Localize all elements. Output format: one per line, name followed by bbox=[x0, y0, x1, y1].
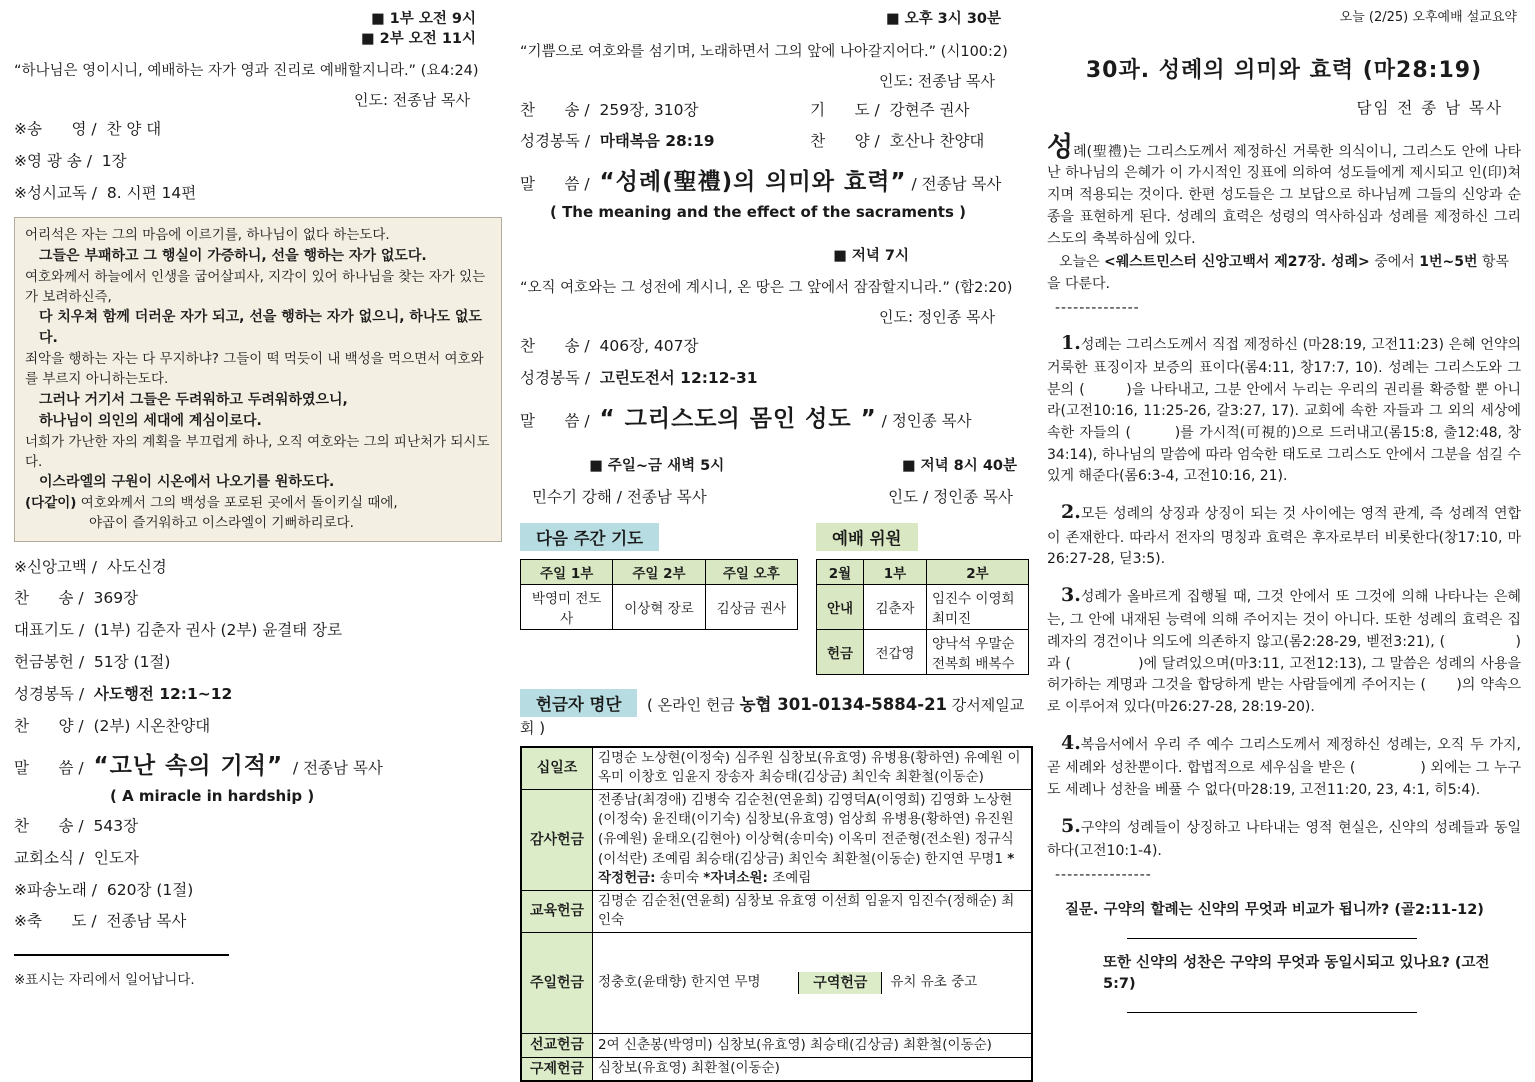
intro-paragraph-2: 오늘은 <웨스트민스터 신앙고백서 제27장. 성례> 중에서 1번~5번 항목을 다룬다. bbox=[1047, 254, 1510, 292]
psalm-14-box bbox=[14, 217, 502, 541]
service-time-2: ■ 2부 오전 11시 bbox=[360, 30, 476, 47]
psalm-line-bold: 그러나 거기서 그들은 두려워하고 두려워하였으니, bbox=[39, 391, 348, 408]
worship-committee-table: 2월 1부 2부 안내 김춘자 임진수 이영희 최미진 헌금 전갑영 양낙석 우말순 전복희 배복수 bbox=[816, 559, 1029, 675]
dawn-service-time: ■ 주일~금 새벽 5시 bbox=[589, 457, 725, 474]
worship-committee-section bbox=[816, 523, 1029, 675]
dash-separator: -------------- bbox=[1055, 299, 1140, 316]
evening-hymn: 찬 송 / 406장, 407장 bbox=[520, 337, 699, 356]
mission-row: 선교헌금 2여 신춘봉(박영미) 심창보(유효영) 최승태(김상금) 최환철(이동순) bbox=[521, 1034, 1032, 1057]
scripture-reference: 마태복음 28:19 bbox=[599, 132, 715, 151]
order-line-offering: 헌금봉헌 / 51장 (1절) bbox=[14, 652, 171, 671]
evening-scripture: 성경봉독 / 고린도전서 12:12-31 bbox=[520, 369, 758, 388]
call-verse: “하나님은 영이시니, 예배하는 자가 영과 진리로 예배할지니라.” (요4:24) bbox=[14, 63, 479, 80]
intro-paragraph: 성례(聖禮)는 그리스도께서 제정하신 거룩한 의식이니, 그리스도 안에 나타난 하나님의 은혜가 이 가시적인 징표에 의하여 성도들에게 제시되고 인(印)쳐지며 적용되는 것이다. 한편 성도들은 그 보답으로 하나님께 그들의 신앙과 순종을 표현하게 된다. 성례의 효력은 성령의 역사하심과 성례를 제정하신 그리스도의 축복하심에 있다. bbox=[1047, 131, 1521, 247]
together-label: (다같이) bbox=[25, 495, 77, 512]
sunday-district-row: 주일헌금 정충호(윤태향) 한지연 무명 구역헌금 유치 유초 중고 bbox=[521, 932, 1032, 1034]
dawn-night-times bbox=[520, 454, 1029, 475]
order-line-doxology: ※송 영 / 찬 양 대 bbox=[14, 120, 162, 139]
dawn-night-leaders bbox=[520, 485, 1029, 507]
sermon-subtitle-english: ( A miracle in hardship ) bbox=[110, 787, 315, 806]
answer-blank-1 bbox=[1127, 922, 1417, 939]
psalm-line-bold: 그들은 부패하고 그 행실이 가증하니, 선을 행하는 자가 없도다. bbox=[39, 247, 427, 264]
confession-item-5: 5.구약의 성례들이 상징하고 나타내는 영적 현실은, 신약의 성례들과 동일하다(고전10:1-4). bbox=[1047, 814, 1521, 860]
bank-account: 농협 301-0134-5884-21 bbox=[739, 694, 948, 714]
psalm-line-bold: 이스라엘의 구원이 시온에서 나오기를 원하도다. bbox=[39, 474, 335, 491]
afternoon-row-2: 성경봉독 / 마태복음 28:19 찬 양 / 호산나 찬양대 bbox=[520, 132, 985, 151]
afternoon-sermon-line: 말 씀 / “성례(聖禮)의 의미와 효력” / 전종남 목사 bbox=[520, 169, 1002, 196]
order-line-scripture: 성경봉독 / 사도행전 12:1~12 bbox=[14, 684, 233, 703]
scripture-reference: 고린도전서 12:12-31 bbox=[599, 369, 758, 388]
psalm-line: 너희가 가난한 자의 계획을 부끄럽게 하나, 오직 여호와는 그의 피난처가 되시도다. bbox=[25, 433, 490, 470]
evening-leader: 인도: 정인종 목사 bbox=[878, 308, 995, 327]
order-line-prayer: 대표기도 / (1부) 김춘자 권사 (2부) 윤결태 장로 bbox=[14, 621, 343, 640]
order-line-gloria: ※영 광 송 / 1장 bbox=[14, 151, 127, 170]
psalm-line: 죄악을 행하는 자는 다 무지하냐? 그들이 떡 먹듯이 내 백성을 먹으면서 여호와를 부르지 아니하는도다. bbox=[25, 351, 484, 388]
confession-item-3: 3.성례가 올바르게 집행될 때, 그것 안에서 또 그것에 의해 나타나는 은혜는, 그 안에 내재된 능력에 의해 주어지는 것이 아니다. 또한 성례의 효력은 집례자의 경건이나 의도에 의존하지 않고(롬2:28-29, 벧전3:21), ( )과 ( )에 달려있으며(마3:11, 고전12:13), 그 말씀은 성례의 사용을 허가하는 계명과 그것을 합당하게 받는 사람들에게 주어지는 ( )의 약속으로 이루어져 있다(마26:27-28, 28:19-20). bbox=[1047, 583, 1526, 716]
next-week-prayer-header: 다음 주간 기도 bbox=[520, 523, 659, 551]
weekly-tables bbox=[520, 523, 1029, 675]
service-time-1: ■ 1부 오전 9시 bbox=[370, 11, 476, 27]
next-week-prayer-table: 주일 1부 주일 2부 주일 오후 박영미 전도사 이상혁 장로 김상금 권사 bbox=[520, 559, 798, 630]
answer-blank-2 bbox=[1127, 996, 1417, 1013]
afternoon-row-1: 찬 송 / 259장, 310장 기 도 / 강현주 권사 bbox=[520, 100, 970, 119]
order-line-responsive-reading: ※성시교독 / 8. 시편 14편 bbox=[14, 183, 197, 202]
sermon-title: “고난 속의 기적” bbox=[93, 753, 284, 780]
psalm-line: 여호와께서 하늘에서 인생을 굽어살피사, 지각이 있어 하나님을 찾는 자가 있는가 보려하신즉, bbox=[25, 268, 486, 305]
offering-table bbox=[520, 746, 1033, 1082]
summary-tag: 오늘 (2/25) 오후예배 설교요약 bbox=[1339, 10, 1517, 25]
offering-list-header: 헌금자 명단 bbox=[520, 689, 637, 717]
order-line-benediction: ※축 도 / 전종남 목사 bbox=[14, 912, 187, 931]
dropcap: 성 bbox=[1047, 131, 1074, 163]
footnote-divider bbox=[14, 954, 229, 956]
night-service-time: ■ 저녁 8시 40분 bbox=[901, 457, 1017, 474]
senior-pastor: 담임 전 종 남 목사 bbox=[1356, 98, 1503, 117]
education-row: 교육헌금 김명순 김순천(연윤희) 심창보 유효영 이선희 임윤지 임진수(정해순) 최인숙 bbox=[521, 890, 1032, 932]
afternoon-sermon-title: “성례(聖禮)의 의미와 효력” bbox=[599, 169, 907, 196]
question-1: 질문. 구약의 할례는 신약의 무엇과 비교가 됩니까? (골2:11-12) bbox=[1065, 901, 1484, 918]
thanksgiving-row: 감사헌금 전종남(최경애) 김병숙 김순천(연윤희) 김영덕A(이영희) 김영화 노상현(이정숙) 윤진태(이기숙) 심창보(유효영) 엄상희 유병용(황하연) 유진원(유예원) 윤태오(김현아) 이상혁(송미숙) 이옥미 전준형(전소원) 정규식(이석란) 조예림 최승태(김상금) 최인숙 최환철(이동순) 한지연 무명1 *작정헌금: 송미숙 *자녀소원: 조예림 bbox=[521, 789, 1032, 890]
afternoon-evening-column bbox=[512, 0, 1035, 1077]
afternoon-verse: “기쁨으로 여호와를 섬기며, 노래하면서 그의 앞에 나아갈지어다.” (시100:2) bbox=[520, 43, 1008, 60]
order-line-praise: 찬 양 / (2부) 시온찬양대 bbox=[14, 716, 211, 735]
relief-row: 구제헌금 심창보(유효영) 최환철(이동순) bbox=[521, 1057, 1032, 1081]
psalm-line-together: (다같이) 여호와께서 그의 백성을 포로된 곳에서 돌이키실 때에, bbox=[25, 495, 398, 512]
dawn-service-line: 민수기 강해 / 전종남 목사 bbox=[532, 487, 707, 506]
confession-item-2: 2.모든 성례의 상징과 상징이 되는 것 사이에는 영적 관계, 즉 성례적 연합이 존재한다. 따라서 전자의 명칭과 효력은 후자로부터 비롯한다(창17:10, 마26:27-28, 딛3:5). bbox=[1047, 501, 1521, 568]
sermon-line: 말 씀 / “고난 속의 기적” / 전종남 목사 bbox=[14, 753, 383, 780]
afternoon-sermon-subtitle: ( The meaning and the effect of the sacraments ) bbox=[550, 202, 966, 221]
offering-header-line: 헌금자 명단 ( 온라인 헌금 농협 301-0134-5884-21 강서제일교회 ) bbox=[520, 689, 1029, 738]
order-line-hymn: 찬 송 / 369장 bbox=[14, 589, 139, 608]
afternoon-leader: 인도: 전종남 목사 bbox=[878, 71, 995, 90]
order-line-announcements: 교회소식 / 인도자 bbox=[14, 848, 139, 867]
worship-committee-header: 예배 위원 bbox=[816, 523, 918, 551]
stand-footnote: ※표시는 자리에서 일어납니다. bbox=[14, 972, 195, 989]
evening-verse: “오직 여호와는 그 성전에 계시니, 온 땅은 그 앞에서 잠잠할지니라.” (합2:20) bbox=[520, 280, 1013, 297]
afternoon-time: ■ 오후 3시 30분 bbox=[885, 11, 1001, 27]
evening-time: ■ 저녁 7시 bbox=[833, 247, 909, 264]
order-line-sending-song: ※파송노래 / 620장 (1절) bbox=[14, 880, 194, 899]
psalm-line-bold: 하나님이 의인의 세대에 계심이로다. bbox=[39, 412, 262, 429]
next-week-prayer-section bbox=[520, 523, 798, 630]
order-line-creed: ※신앙고백 / 사도신경 bbox=[14, 557, 167, 576]
worship-leader: 인도: 전종남 목사 bbox=[353, 91, 470, 110]
evening-sermon-line: 말 씀 / “ 그리스도의 몸인 성도 ” / 정인종 목사 bbox=[520, 405, 972, 432]
confession-item-4: 4.복음서에서 우리 주 예수 그리스도께서 제정하신 성례는, 오직 두 가지, 곧 세례와 성찬뿐이다. 합법적으로 세우심을 받은 ( ) 외에는 그 누구도 세례나 성찬을 베풀 수 없다(마28:19, 고전11:20, 23, 4:1, 히5:4). bbox=[1047, 731, 1526, 798]
scripture-reference: 사도행전 12:1~12 bbox=[93, 684, 233, 703]
psalm-line-bold: 다 치우쳐 함께 더러운 자가 되고, 선을 행하는 자가 없으니, 하나도 없도다. bbox=[39, 309, 482, 347]
question-2: 또한 신약의 성찬은 구약의 무엇과 동일시되고 있나요? (고전5:7) bbox=[1103, 954, 1490, 993]
tithe-row: 십일조 김명순 노상현(이정숙) 심주원 심창보(유효영) 유병용(황하연) 유예원 이옥미 이창호 임윤지 장송자 최승태(김상금) 최인숙 최환철(이동순) bbox=[521, 747, 1032, 790]
confession-item-1: 1.성례는 그리스도께서 직접 제정하신 (마28:19, 고전11:23) 은혜 언약의 거룩한 표징이자 보증의 표이다(롬4:11, 창17:7, 10). 성례는 그리스도와 그분의 ( )을 나타내고, 그분 안에서 누리는 우리의 권리를 확증할 뿐 아니라(고전10:16, 11:25-26, 갈3:27, 17). 교회에 속한 자들과 그 외의 세상에 속한 자들의 ( )를 가시적(可視的)으로 드러내고(롬15:8, 출12:48, 창34:14), 하나님의 말씀에 따라 엄숙한 태도로 그리스도 안에서 그분을 섬길 수 있게 해준다(롬6:3-4, 고전10:16, 21). bbox=[1047, 331, 1526, 485]
morning-worship-column bbox=[0, 0, 512, 989]
psalm-line: 야곱이 즐거워하고 이스라엘이 기뻐하리로다. bbox=[89, 515, 354, 532]
order-line-hymn2: 찬 송 / 543장 bbox=[14, 817, 139, 836]
sermon-summary-column bbox=[1035, 0, 1535, 993]
dash-separator: ---------------- bbox=[1055, 866, 1152, 883]
lesson-title: 30과. 성례의 의미와 효력 (마28:19) bbox=[1085, 57, 1483, 83]
night-service-line: 인도 / 정인종 목사 bbox=[888, 487, 1013, 506]
evening-sermon-title: “ 그리스도의 몸인 성도 ” bbox=[599, 405, 877, 432]
psalm-line: 어리석은 자는 그의 마음에 이르기를, 하나님이 없다 하는도다. bbox=[25, 227, 390, 244]
